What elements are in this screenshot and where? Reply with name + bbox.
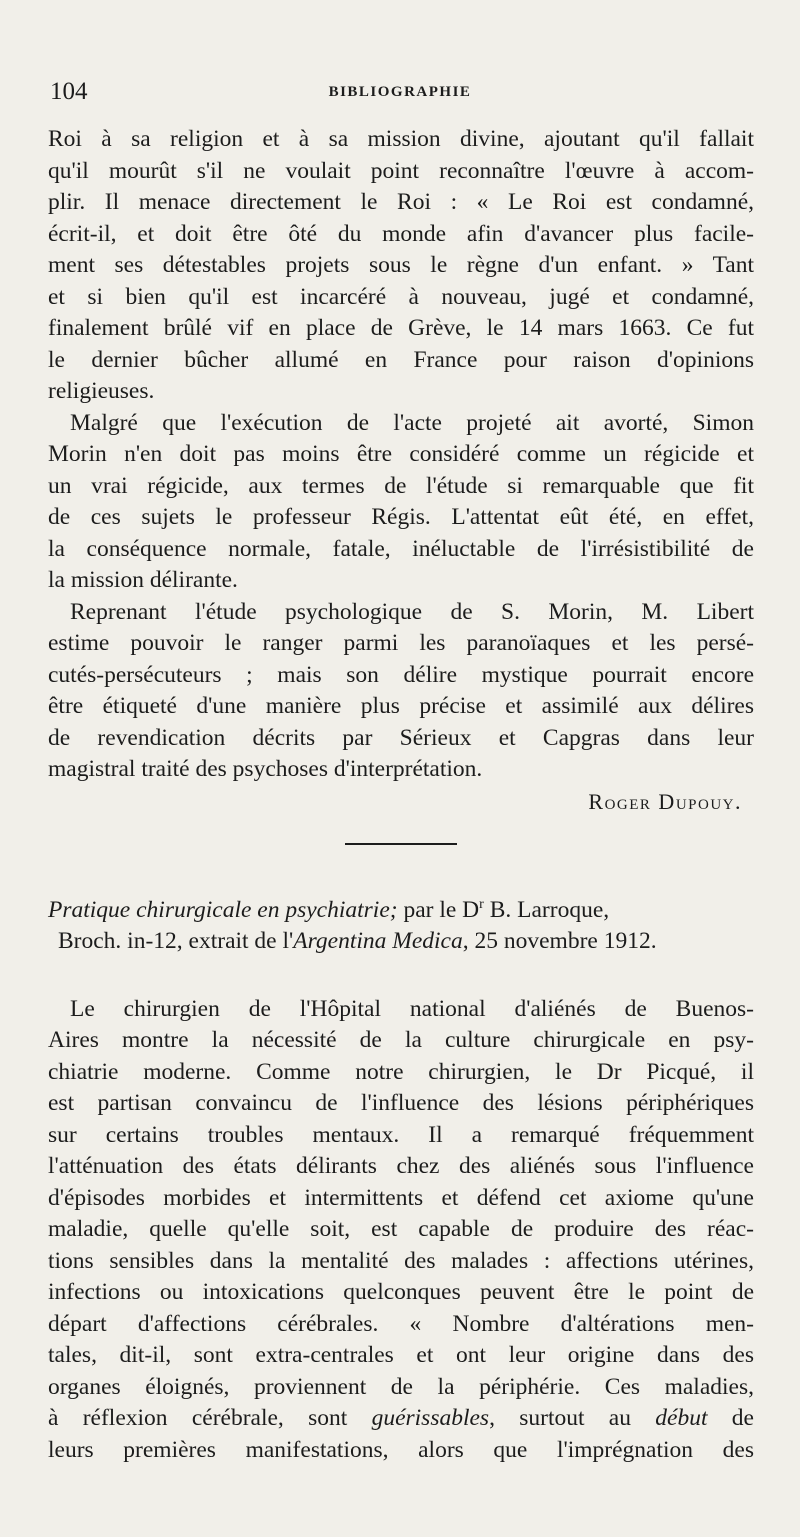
text-line: estime pouvoir le ranger parmi les paranoïaques et les persé- — [48, 630, 754, 656]
text-line: chiatrie moderne. Comme notre chirurgien, le Dr Picqué, il — [48, 1058, 754, 1085]
text-line: leurs premières manifestations, alors que l'imprégnation des — [48, 1436, 754, 1463]
text-line: est partisan convaincu de l'influence des lésions périphériques — [48, 1090, 754, 1117]
text-line: sur certains troubles mentaux. Il a remarqué fréquemment — [48, 1121, 754, 1148]
reference-by: par le D — [397, 896, 480, 923]
emphasis: début — [655, 1405, 708, 1432]
text-line: infections ou intoxications quelconques peuvent être le point de — [48, 1279, 754, 1306]
text-line: la mission délirante. — [48, 567, 238, 593]
text-line: Malgré que l'exécution de l'acte projeté ait avorté, Simon — [70, 409, 754, 436]
text-line: tions sensibles dans la mentalité des malades : affections utérines, — [48, 1247, 754, 1274]
text-line: départ d'affections cérébrales. « Nombre d'altérations men- — [48, 1310, 754, 1337]
text-line: le dernier bûcher allumé en France pour raison d'opinions — [48, 346, 754, 373]
reference-format: Broch. in-12, extrait de l' — [58, 928, 294, 955]
page-header — [48, 78, 752, 118]
review-larroque — [48, 889, 754, 1466]
signature: Roger Dupouy. — [588, 788, 742, 814]
reference-title-line — [48, 889, 609, 926]
text-line: de revendication décrits par Sérieux et Capgras dans leur — [48, 724, 754, 751]
text-line: la conséquence normale, fatale, inéluctable de l'irrésistibilité de — [48, 535, 754, 562]
page-body — [48, 124, 754, 1466]
work-title: Pratique chirurgicale en psychiatrie; — [48, 896, 398, 923]
text-line: cutés-persécuteurs ; mais son délire mystique pourrait encore — [48, 661, 754, 688]
emphasis: guérissables — [371, 1405, 490, 1432]
running-title: BIBLIOGRAPHIE — [328, 84, 472, 100]
text-line: tales, dit-il, sont extra-centrales et ont leur origine dans des — [48, 1342, 754, 1369]
text-line — [48, 1403, 754, 1435]
text-line: Roi à sa religion et à sa mission divine, ajoutant qu'il fallait — [48, 126, 754, 152]
text-line: être étiqueté d'une manière plus précise et assimilé aux délires — [48, 693, 754, 719]
text-line: l'atténuation des états délirants chez des aliénés sous l'influence — [48, 1153, 754, 1180]
text-line: Aires montre la nécessité de la culture chirurgicale en psy- — [48, 1027, 754, 1054]
text-segment: , surtout au — [489, 1405, 656, 1432]
bibliographic-reference — [48, 889, 754, 926]
review-morin — [48, 124, 754, 817]
title-sup: r — [479, 897, 484, 912]
text-line: finalement brûlé vif en place de Grève, le 14 mars 1663. Ce fut — [48, 315, 754, 341]
text-line: Le chirurgien de l'Hôpital national d'aliénés de Buenos- — [70, 995, 754, 1022]
spacer — [48, 958, 754, 994]
text-line: maladie, quelle qu'elle soit, est capable de produire des réac- — [48, 1216, 754, 1243]
text-segment: à réflexion cérébrale, sont — [48, 1405, 372, 1432]
text-line: un vrai régicide, aux termes de l'étude si remarquable que fit — [48, 472, 754, 499]
text-line: de ces sujets le professeur Régis. L'attentat eût été, en effet, — [48, 504, 754, 530]
text-line: magistral traité des psychoses d'interprétation. — [48, 756, 483, 782]
text-line: plir. Il menace directement le Roi : « Le Roi est condamné, — [48, 189, 754, 215]
text-line: et si bien qu'il est incarcéré à nouveau, jugé et condamné, — [48, 283, 754, 310]
text-line: qu'il mourût s'il ne voulait point reconnaître l'œuvre à accom- — [48, 157, 754, 184]
text-line: d'épisodes morbides et intermittents et défend cet axiome qu'une — [48, 1184, 754, 1211]
journal-title: Argentina Medica — [293, 928, 463, 955]
text-line: religieuses. — [48, 378, 155, 404]
reference-date: , 25 novembre 1912. — [462, 928, 657, 955]
reference-source-line — [48, 926, 754, 958]
text-line: Morin n'en doit pas moins être considéré comme un régicide et — [48, 441, 754, 467]
text-segment: de — [707, 1405, 754, 1432]
text-line: ment ses détestables projets sous le règne d'un enfant. » Tant — [48, 252, 754, 278]
page-number: 104 — [50, 78, 88, 105]
text-line: Reprenant l'étude psychologique de S. Morin, M. Libert — [70, 598, 754, 625]
section-divider — [345, 843, 457, 845]
text-line: écrit-il, et doit être ôté du monde afin d'avancer plus facile- — [48, 220, 754, 247]
reference-author: B. Larroque, — [483, 896, 610, 923]
text-line: organes éloignés, proviennent de la périphérie. Ces maladies, — [48, 1373, 754, 1400]
